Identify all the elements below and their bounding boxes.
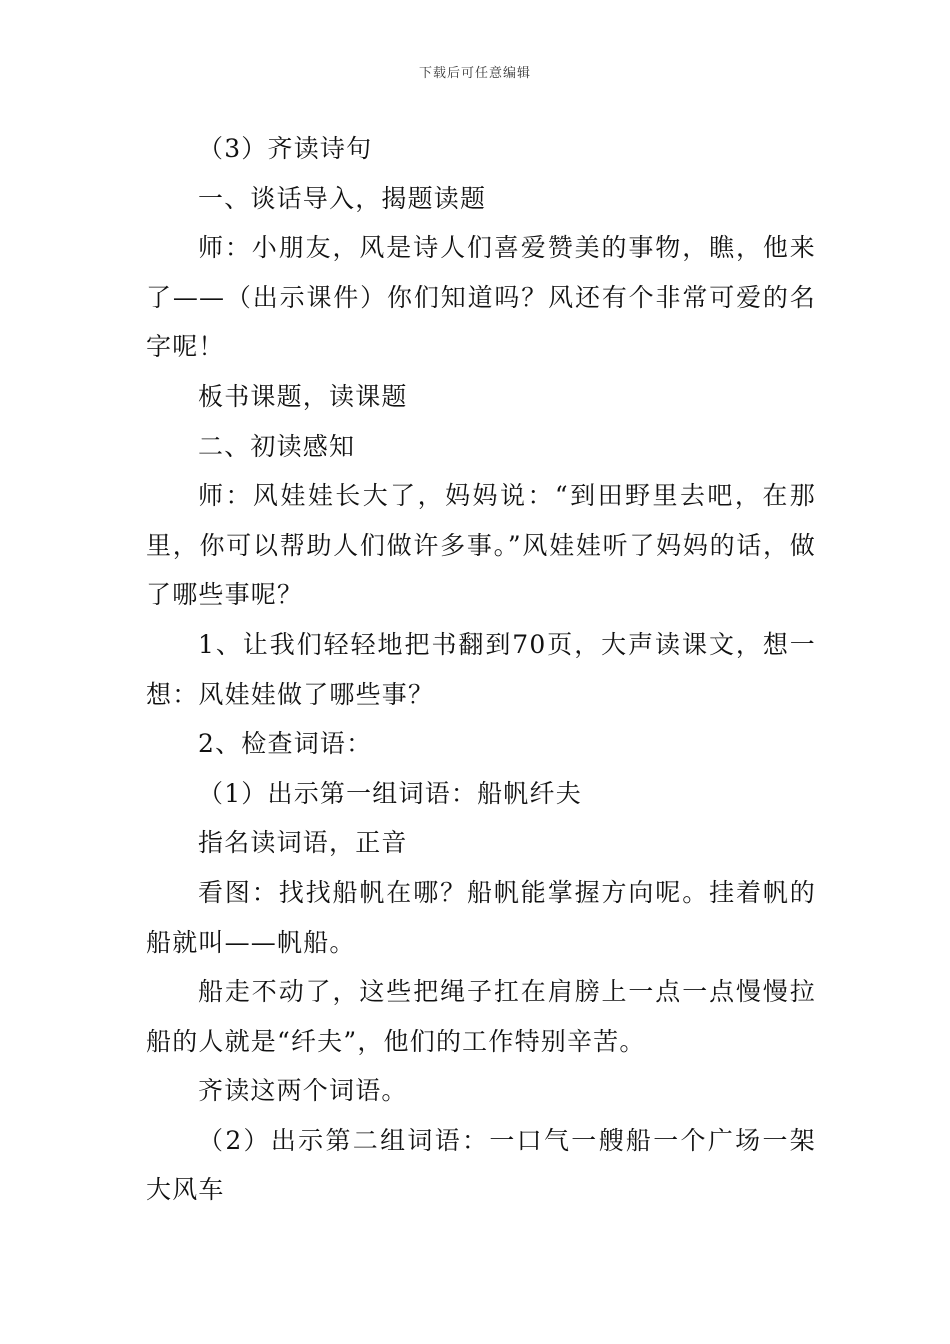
- paragraph-read-poem: （3）齐读诗句: [198, 134, 373, 163]
- paragraph-word-group-2: （2）出示第二组词语：一口气一艘船一个广场一架大风车: [146, 1125, 816, 1205]
- document-body: [146, 124, 816, 1215]
- paragraph-step-2: 2、检查词语：: [198, 729, 373, 759]
- paragraph-tracker-explanation: 船走不动了，这些把绳子扛在肩膀上一点一点慢慢拉船的人就是“纤夫”，他们的工作特别辛苦。: [146, 977, 816, 1056]
- paragraph-look-at-picture: 看图：找找船帆在哪？船帆能掌握方向呢。挂着帆的船就叫——帆船。: [146, 877, 816, 957]
- paragraph-word-group-1: （1）出示第一组词语：船帆纤夫: [198, 778, 582, 808]
- page-header: 下载后可任意编辑: [418, 66, 531, 81]
- paragraph-pronunciation: 指名读词语，正音: [198, 828, 408, 858]
- section-heading-intro: 一、谈话导入，揭题读题: [198, 183, 487, 213]
- paragraph-board-title: 板书课题，读课题: [198, 381, 408, 411]
- paragraph-read-words: 齐读这两个词语。: [198, 1076, 408, 1106]
- paragraph-step-1: 1、让我们轻轻地把书翻到70页，大声读课文，想一想：风娃娃做了哪些事？: [146, 629, 816, 709]
- section-heading-first-reading: 二、初读感知: [198, 431, 356, 461]
- paragraph-teacher-intro: 师：小朋友，风是诗人们喜爱赞美的事物，瞧，他来了——（出示课件）你们知道吗？风还有个非常可爱的名字呢！: [146, 233, 816, 362]
- paragraph-teacher-story: 师：风娃娃长大了，妈妈说：“到田野里去吧，在那里，你可以帮助人们做许多事。”风娃娃听了妈妈的话，做了哪些事呢？: [146, 481, 816, 610]
